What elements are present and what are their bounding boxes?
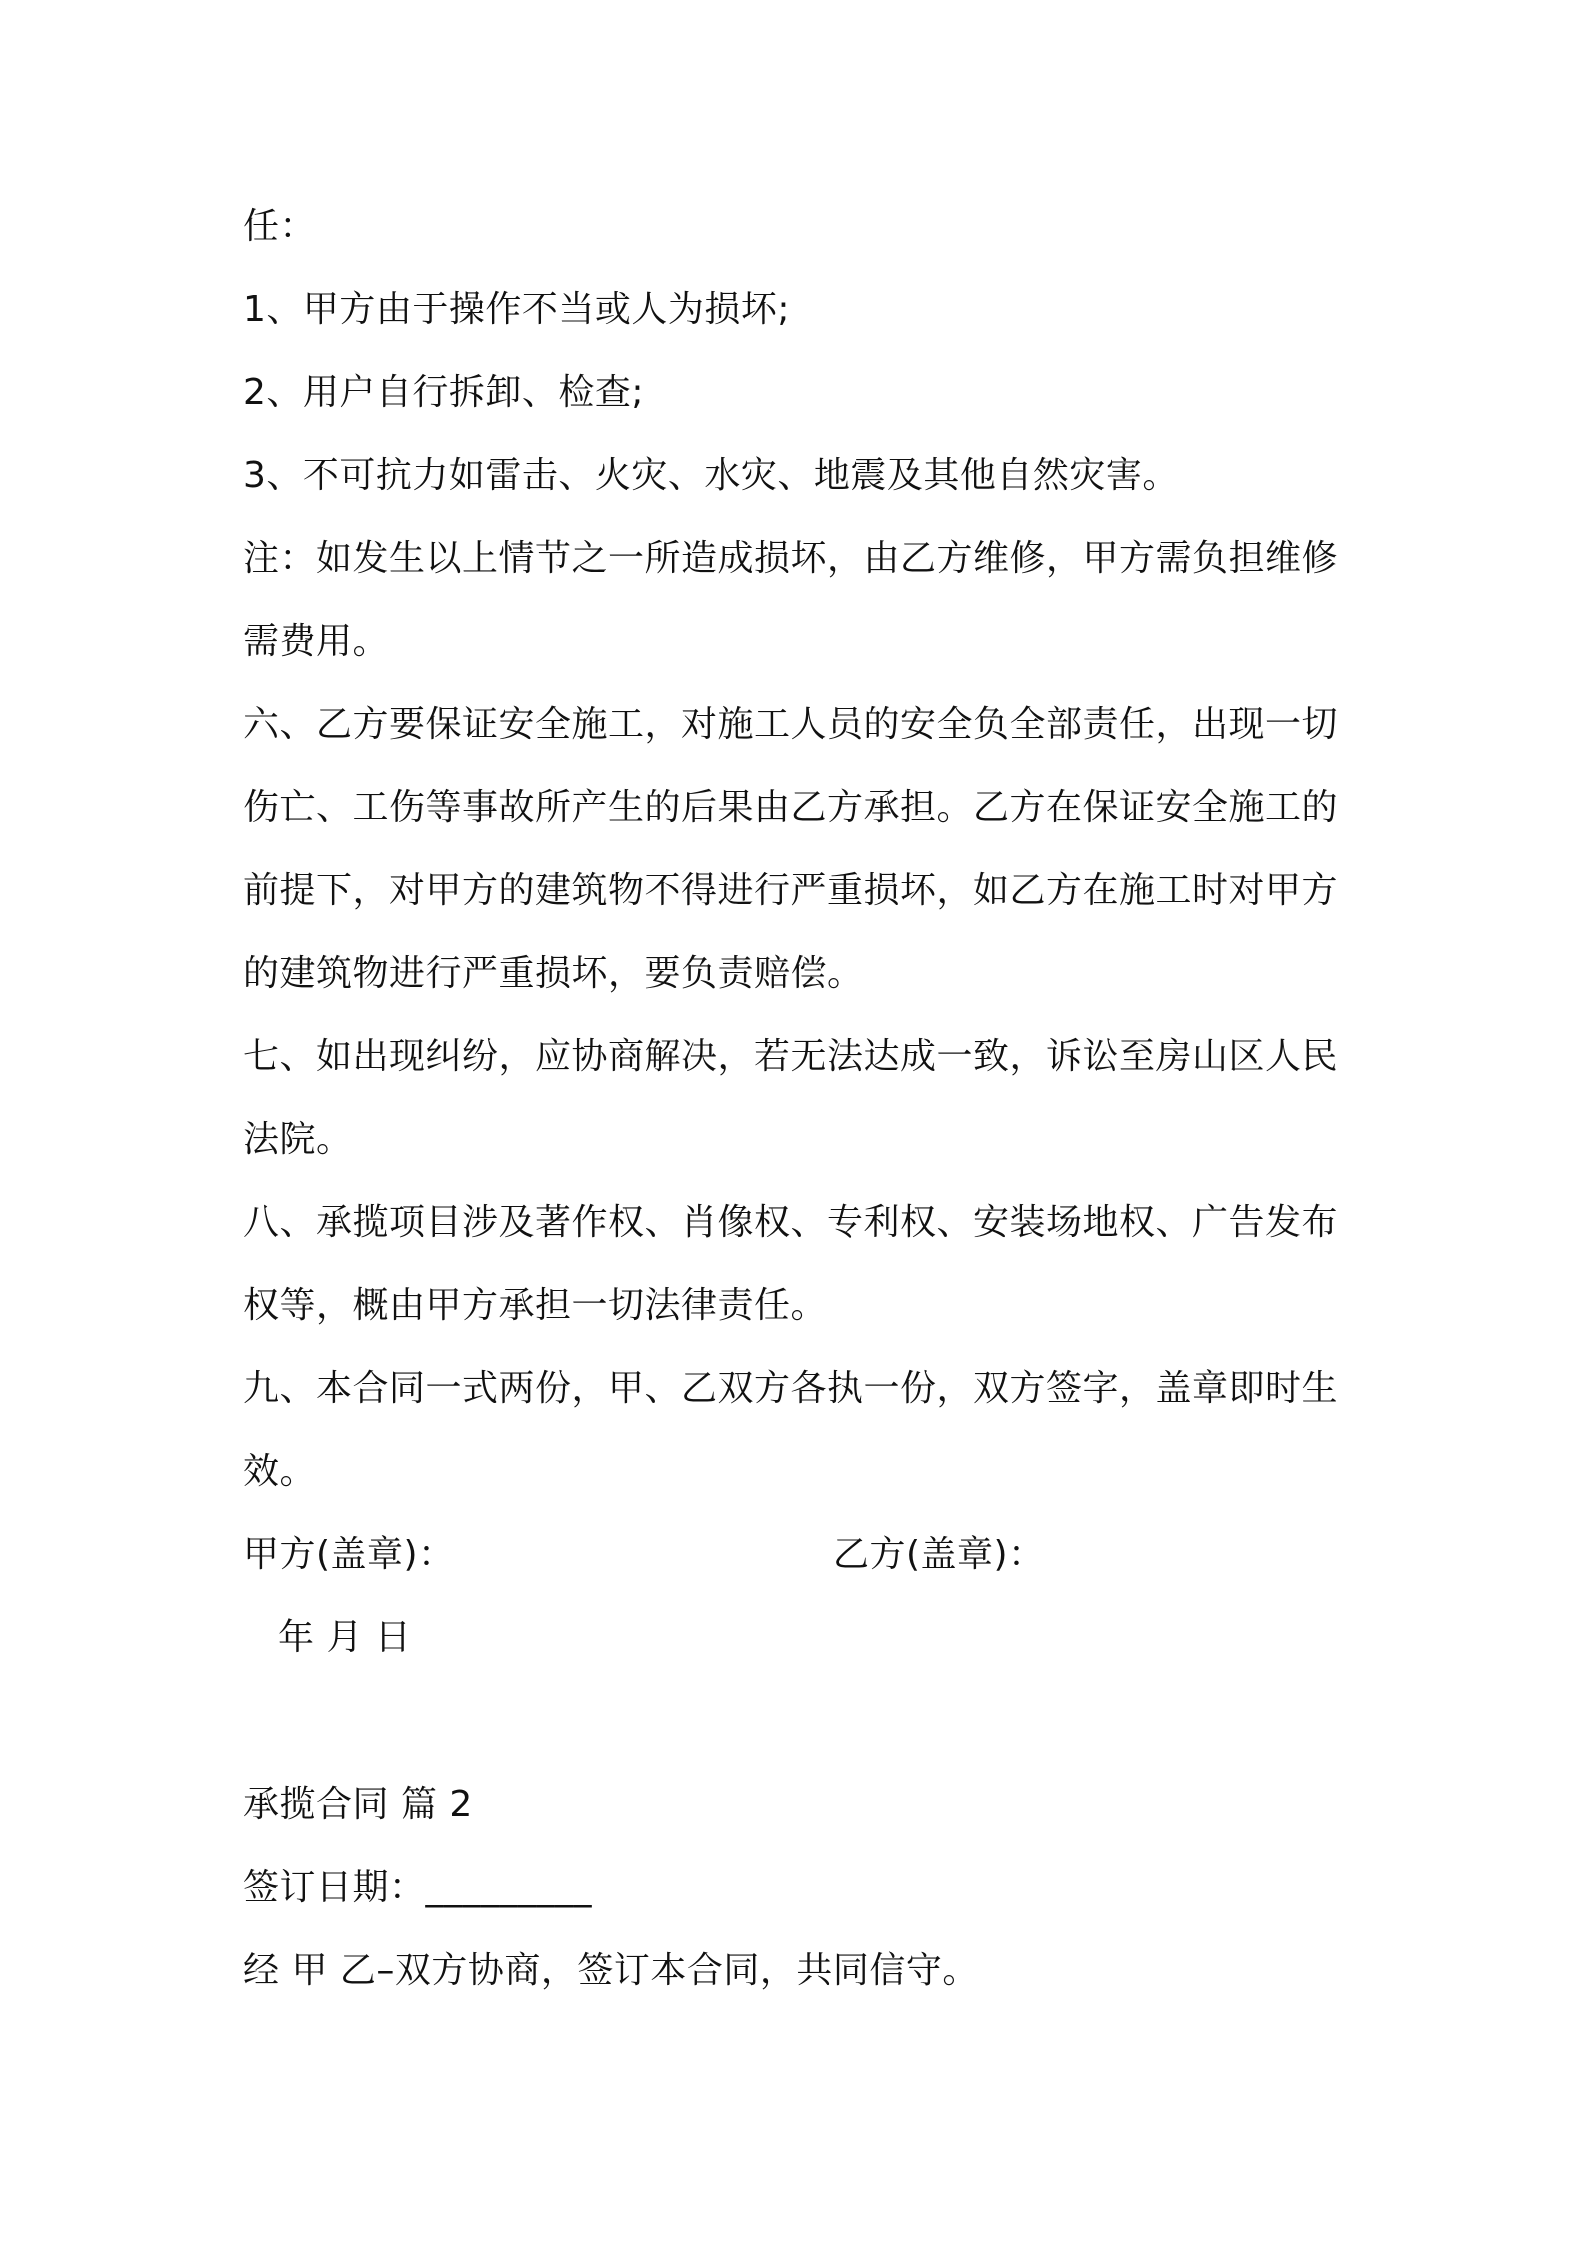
text-line-10: 的建筑物进行严重损坏，要负责赔偿。 — [243, 953, 864, 994]
party-a-signature: 甲方(盖章)： — [243, 1534, 455, 1575]
text-line-6: 需费用。 — [243, 621, 390, 662]
sign-date-line: 签订日期：_________ — [243, 1867, 593, 1908]
text-line-11: 七、如出现纠纷，应协商解决，若无法达成一致，诉讼至房山区人民 — [243, 1036, 1339, 1077]
text-line-4: 3、不可抗力如雷击、火灾、水灾、地震及其他自然灾害。 — [243, 455, 1179, 496]
intro-line: 经 甲 乙–双方协商，签订本合同，共同信守。 — [243, 1950, 979, 1991]
text-line-9: 前提下，对甲方的建筑物不得进行严重损坏，如乙方在施工时对甲方 — [243, 870, 1339, 911]
text-line-3: 2、用户自行拆卸、检查; — [243, 372, 645, 413]
text-line-2: 1、甲方由于操作不当或人为损坏; — [243, 289, 791, 330]
text-line-13: 八、承揽项目涉及著作权、肖像权、专利权、安装场地权、广告发布 — [243, 1202, 1339, 1243]
section2-title: 承揽合同 篇 2 — [243, 1784, 473, 1825]
text-line-12: 法院。 — [243, 1119, 353, 1160]
text-line-5: 注：如发生以上情节之一所造成损坏，由乙方维修，甲方需负担维修 — [243, 538, 1339, 579]
text-line-8: 伤亡、工伤等事故所产生的后果由乙方承担。乙方在保证安全施工的 — [243, 787, 1339, 828]
text-line-16: 效。 — [243, 1451, 317, 1492]
text-line-7: 六、乙方要保证安全施工，对施工人员的安全负全部责任，出现一切 — [243, 704, 1339, 745]
text-line-14: 权等，概由甲方承担一切法律责任。 — [243, 1285, 828, 1326]
party-b-signature: 乙方(盖章)： — [833, 1534, 1045, 1575]
date-line: 年 月 日 — [278, 1617, 412, 1658]
text-line-1: 任： — [243, 206, 317, 247]
text-line-15: 九、本合同一式两份，甲、乙双方各执一份，双方签字，盖章即时生 — [243, 1368, 1339, 1409]
